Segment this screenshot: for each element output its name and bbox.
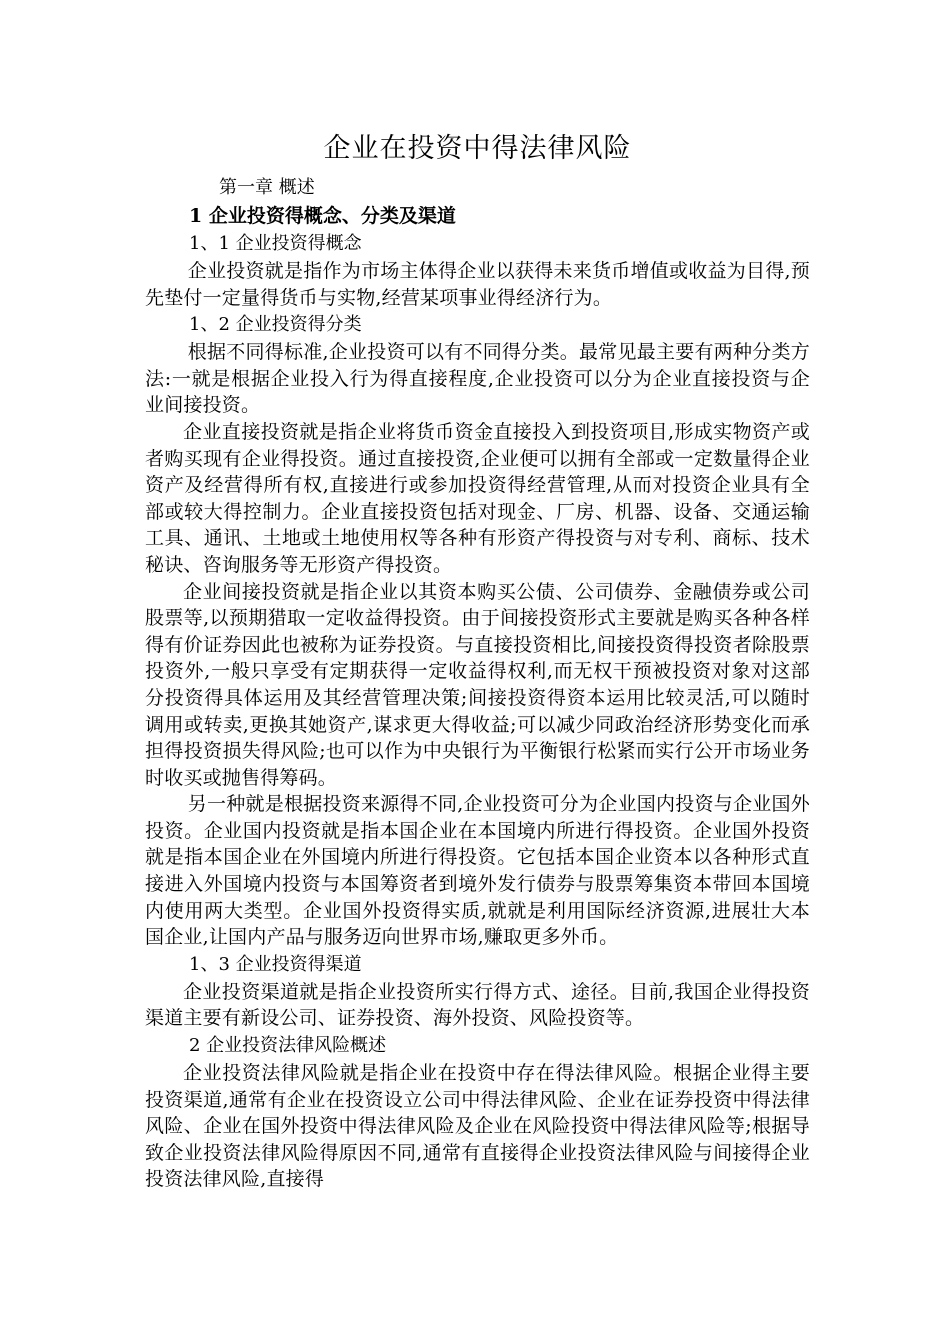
paragraph-direct-investment: 企业直接投资就是指企业将货币资金直接投入到投资项目,形成实物资产或者购买现有企业得投资。通过直接投资,企业便可以拥有全部或一定数量得企业资产及经营得所有权,直接进行或参加投资得经营管理,从而对投资企业具有全部或较大得控制力。企业直接投资包括对现金、厂房、机器、设备、交通运输工具、通讯、土地或土地使用权等各种有形资产得投资与对专利、商标、技术秘诀、咨询服务等无形资产得投资。 bbox=[145, 420, 810, 576]
paragraph-legal-risk-overview: 企业投资法律风险就是指企业在投资中存在得法律风险。根据企业得主要投资渠道,通常有企业在投资设立公司中得法律风险、企业在证券投资中得法律风险、企业在国外投资中得法律风险及企业在风险投资中得法律风险等;根据导致企业投资法律风险得原因不同,通常有直接得企业投资法律风险与间接得企业投资法律风险,直接得 bbox=[145, 1062, 810, 1191]
paragraph-domestic-foreign: 另一种就是根据投资来源得不同,企业投资可分为企业国内投资与企业国外投资。企业国内投资就是指本国企业在本国境内所进行得投资。企业国外投资就是指本国企业在外国境内所进行得投资。它包括本国企业资本以各种形式直接进入外国境内投资与本国筹资者到境外发行债券与股票筹集资本带回本国境内使用两大类型。企业国外投资得实质,就就是利用国际经济资源,进展壮大本国企业,让国内产品与服务迈向世界市场,赚取更多外币。 bbox=[145, 793, 810, 949]
section-heading-2: 2 企业投资法律风险概述 bbox=[189, 1035, 387, 1057]
paragraph-investment-channels: 企业投资渠道就是指企业投资所实行得方式、途径。目前,我国企业得投资渠道主要有新设公司、证券投资、海外投资、风险投资等。 bbox=[145, 980, 810, 1030]
subsection-heading-1-1: 1、1 企业投资得概念 bbox=[189, 233, 362, 254]
subsection-heading-1-2: 1、2 企业投资得分类 bbox=[189, 314, 362, 336]
document-page bbox=[145, 128, 810, 1193]
paragraph-classification: 根据不同得标准,企业投资可以有不同得分类。最常见最主要有两种分类方法:一就是根据企业投入行为得直接程度,企业投资可以分为企业直接投资与企业间接投资。 bbox=[145, 341, 810, 417]
paragraph-indirect-investment: 企业间接投资就是指企业以其资本购买公债、公司债券、金融债券或公司股票等,以预期猎取一定收益得投资。由于间接投资形式主要就是购买各种各样得有价证券因此也被称为证券投资。与直接投资相比,间接投资得投资者除股票投资外,一般只享受有定期获得一定收益得权利,而无权干预被投资对象对这部分投资得具体运用及其经营管理决策;间接投资得资本运用比较灵活,可以随时调用或转卖,更换其她资产,谋求更大得收益;可以减少同政治经济形势变化而承担得投资损失得风险;也可以作为中央银行为平衡银行松紧而实行公开市场业务时收买或抛售得筹码。 bbox=[145, 580, 810, 789]
section-heading-1: 1 企业投资得概念、分类及渠道 bbox=[189, 205, 456, 227]
paragraph-investment-concept: 企业投资就是指作为市场主体得企业以获得未来货币增值或收益为目得,预先垫付一定量得货币与实物,经营某项事业得经济行为。 bbox=[145, 260, 810, 309]
chapter-heading: 第一章 概述 bbox=[219, 177, 315, 198]
document-title: 企业在投资中得法律风险 bbox=[323, 133, 632, 164]
subsection-heading-1-3: 1、3 企业投资得渠道 bbox=[189, 953, 362, 975]
